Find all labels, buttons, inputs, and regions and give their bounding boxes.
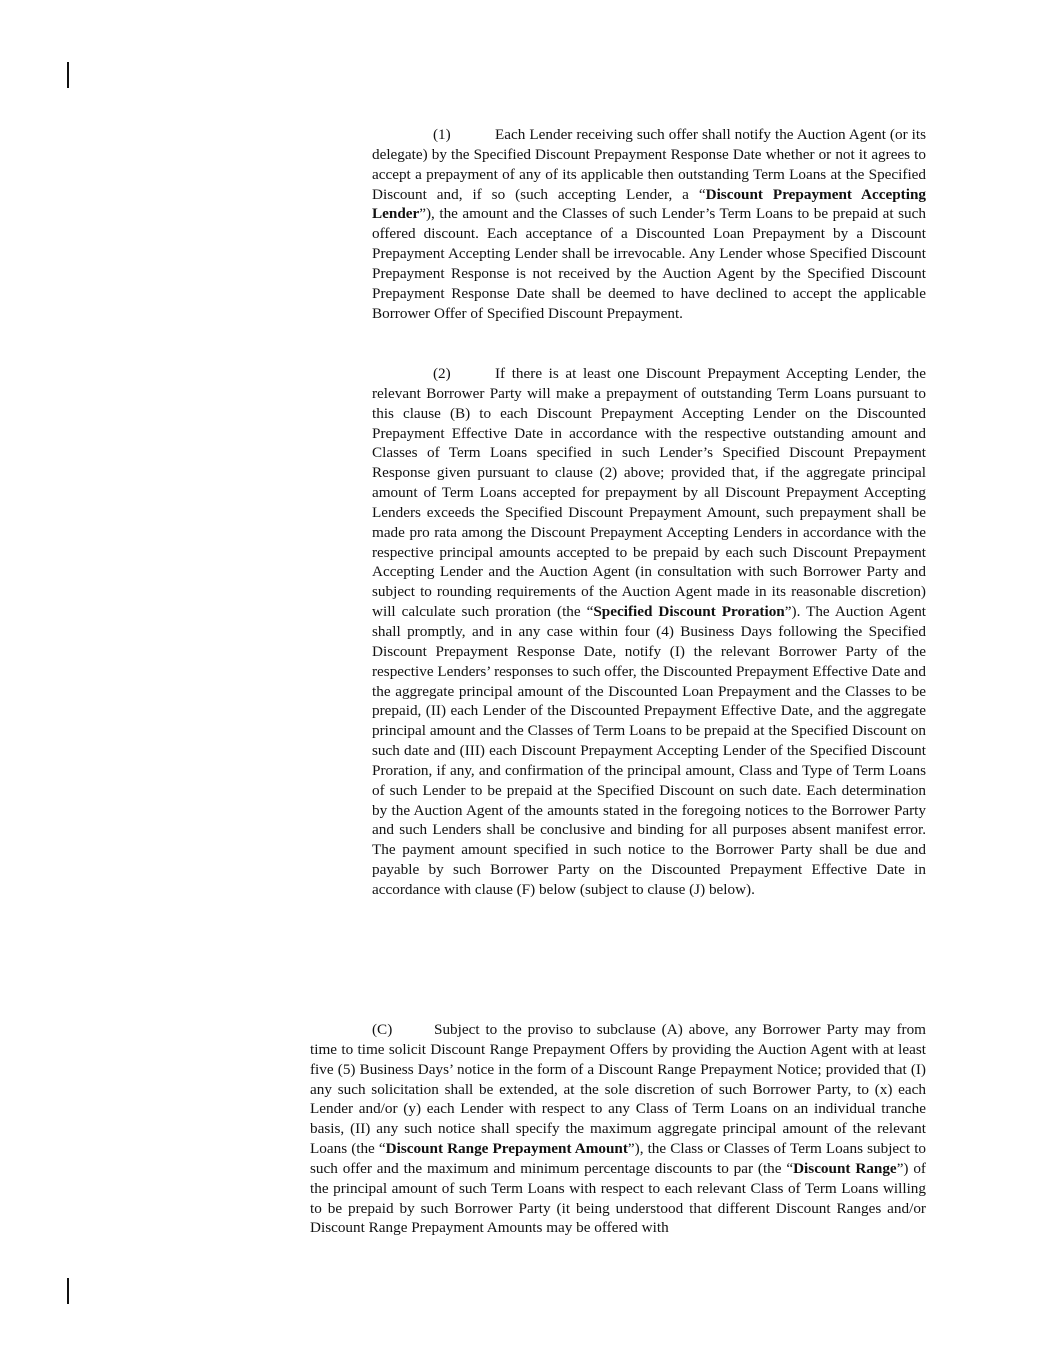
clause-c-paragraph [310,1020,926,1238]
clause-c-text-c: ”) of the principal amount of such Term Loans with respect to each relevant Class of Term Loans willing to be prepaid by such Borrower Party (it being understood that different Discount Ranges and/or Discount Range Prepayment Amounts may be offered with [310,1159,926,1237]
clause-c-text-a: Subject to the proviso to subclause (A) above, any Borrower Party may from time to time solicit Discount Range Prepayment Offers by providing the Auction Agent with at least five (5) Business Days’ notice in the form of a Discount Range Prepayment Notice; provided that (I) any such solicitation shall be extended, at the sole discretion of such Borrower Party, to (x) each Lender and/or (y) each Lender with respect to any Class of Term Loans on an individual tranche basis, (II) any such notice shall specify the maximum aggregate principal amount of the relevant Loans (the “ [310,1021,926,1158]
clause-2-text-a: If there is at least one Discount Prepayment Accepting Lender, the relevant Borrower Party will make a prepayment of outstanding Term Loans pursuant to this clause (B) to each Discount Prepayment Accepting Lender on the Discounted Prepayment Effective Date in accordance with the respective outstanding amount and Classes of Term Loans specified in such Lender’s Specified Discount Prepayment Response given pursuant to clause (2) above; provided that, if the aggregate principal amount of Term Loans accepted for prepayment by all Discount Prepayment Accepting Lenders exceeds the Specified Discount Prepayment Amount, such prepayment shall be made pro rata among the Discount Prepayment Accepting Lenders in accordance with the respective principal amounts accepted to be prepaid by each such Discount Prepayment Accepting Lender and the Auction Agent (in consultation with such Borrower Party and subject to rounding requirements of the Auction Agent made in its reasonable discretion) will calculate such proration (the “ [372,365,926,621]
defined-term-discount-range: Discount Range [793,1159,897,1177]
clause-2-paragraph [372,364,926,900]
margin-change-bar-bottom [67,1278,69,1304]
clause-2-number: (2) [433,365,451,382]
clause-c-text-b: ”), the Class or Classes of Term Loans subject to such offer and the maximum and minimum percentage discounts to par (the “ [310,1140,927,1177]
defined-term-discount-prepayment-accepting-lender: Discount Prepayment Accepting Lender [372,185,926,223]
clause-1-text-a: Each Lender receiving such offer shall notify the Auction Agent (or its delegate) by the Specified Discount Prepayment Response Date whether or not it agrees to accept a prepayment of any of its applicable then outstanding Term Loans at the Specified Discount and, if so (such accepting Lender, a “ [372,126,926,203]
clause-c-number: (C) [372,1021,393,1038]
clause-2-text-b: ”). The Auction Agent shall promptly, and in any case within four (4) Business Days following the Specified Discount Prepayment Response Date, notify (I) the relevant Borrower Party of the respective Lenders’ responses to such offer, the Discounted Prepayment Effective Date and the aggregate principal amount of the Discounted Loan Prepayment and the Classes to be prepaid, (II) each Lender of the Discounted Prepayment Effective Date, and the aggregate principal amount and the Classes of Term Loans to be prepaid at the Specified Discount on such date and (III) each Discount Prepayment Accepting Lender of the Specified Discount Proration, if any, and confirmation of the principal amount, Class and Type of Term Loans of such Lender to be prepaid at the Specified Discount on such date. Each determination by the Auction Agent of the amounts stated in the foregoing notices to the Borrower Party and such Lenders shall be conclusive and binding for all purposes absent manifest error. The payment amount specified in such notice to the Borrower Party shall be due and payable by such Borrower Party on the Discounted Prepayment Effective Date in accordance with clause (F) below (subject to clause (J) below). [372,603,927,898]
clause-1-paragraph [372,125,926,323]
defined-term-discount-range-prepayment-amount: Discount Range Prepayment Amount [385,1140,628,1158]
defined-term-specified-discount-proration: Specified Discount Proration [593,603,785,621]
clause-1-number: (1) [433,126,451,143]
margin-change-bar-top [67,62,69,88]
clause-1-text-b: ”), the amount and the Classes of such Lender’s Term Loans to be prepaid at such offered discount. Each acceptance of a Discounted Loan Prepayment by a Discount Prepayment Accepting Lender shall be irrevocable. Any Lender whose Specified Discount Prepayment Response is not received by the Auction Agent by the Specified Discount Prepayment Response Date shall be deemed to have declined to accept the applicable Borrower Offer of Specified Discount Prepayment. [372,205,926,322]
